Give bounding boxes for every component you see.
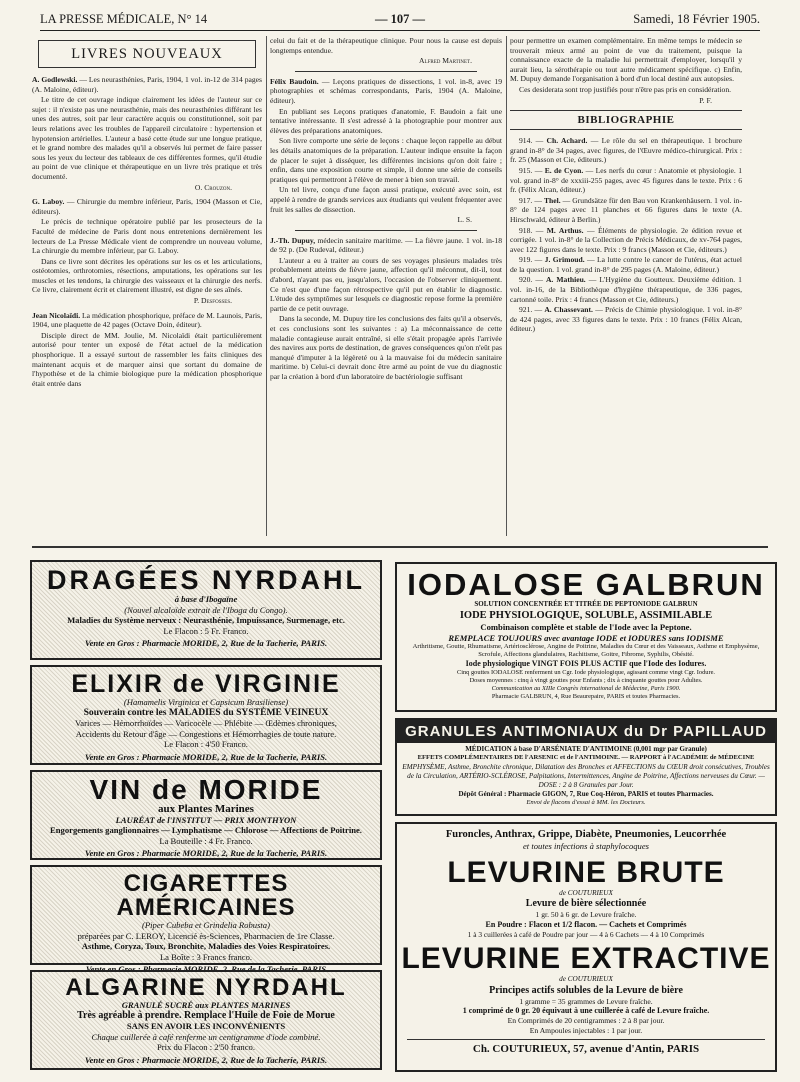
review-signature: P. Desfosses. bbox=[193, 296, 232, 306]
ad-line: La Bouteille : 4 Fr. Franco. bbox=[159, 835, 253, 846]
divider bbox=[295, 71, 477, 72]
ad-title: ALGARINE NYRDAHL bbox=[65, 974, 347, 1001]
ad-vente: Vente en Gros : Pharmacie MORIDE, 2, Rue de la Tacherie, PARIS. bbox=[84, 638, 328, 649]
review-laboy-ref bbox=[32, 197, 262, 216]
review-dupuy-ref bbox=[270, 236, 502, 255]
review-signature: L. S. bbox=[457, 215, 472, 225]
ad-line: Dépôt Général : Pharmacie GIGON, 7, Rue Coq-Héron, PARIS et toutes Pharmacies. bbox=[458, 789, 714, 798]
ad-iodalose-galbrun bbox=[395, 562, 777, 712]
continued-text: Ces desiderata sont trop justifiés pour n'être pas pris en considération. bbox=[519, 84, 732, 94]
ad-line: En Comprimés de 20 centigrammes : 2 à 8 par jour. bbox=[507, 1016, 665, 1026]
ad-line: En Poudre : Flacon et 1/2 flacon. — Cachets et Comprimés bbox=[485, 919, 687, 929]
review-author: Félix Baudoin. bbox=[270, 76, 319, 86]
entry-text: — Le rôle du sel en thérapeutique. 1 brochure grand in-8° de 34 pages, avec figures, de l'Œuvre médico-chirurgical. Prix : fr. 25 (Masson et Cie, éditeurs.) bbox=[510, 136, 742, 165]
entry-number: 915. bbox=[519, 165, 533, 175]
entry-author: A. Mathieu. bbox=[545, 275, 586, 285]
column-3 bbox=[510, 36, 742, 536]
ad-line: Combinaison complète et stable de l'Iode avec la Peptone. bbox=[480, 622, 692, 632]
ad-line: préparées par C. LEROY, Licencié ès-Sciences, Pharmacien de 1re Classe. bbox=[77, 930, 335, 941]
bibliography-entry: 920. — A. Mathieu. — L'Hygiène du Goutteux. Deuxième édition. 1 vol. in-16, de la Bibliothèque d'hygiène thérapeutique, de 336 pages, cartonné toile. Prix : 4 francs (Masson et Cie, éditeurs.) bbox=[510, 275, 742, 304]
entry-author: Ch. Achard. bbox=[546, 136, 588, 146]
ad-line: Engorgements ganglionnaires — Lymphatisme — Chlorose — Affections de Poitrine. bbox=[50, 825, 362, 836]
ad-line: Chaque cuillerée à café renferme un centigramme d'iode combiné. bbox=[91, 1031, 321, 1042]
ad-line: Le Flacon : 4'50 Franco. bbox=[164, 739, 248, 750]
ad-line: (Hamamelis Virginica et Capsicum Brasiliense) bbox=[123, 697, 289, 707]
entry-number: 919. bbox=[519, 255, 533, 265]
entry-number: 917. bbox=[519, 195, 533, 205]
ad-line: IODE PHYSIOLOGIQUE, SOLUBLE, ASSIMILABLE bbox=[459, 610, 713, 621]
review-text: Son livre comporte une série de leçons : chaque leçon rappelle au début les détails anatomiques de la préparation. L'auteur indique ensuite la façon de placer le sujet à disséquer, les différentes incisions qu'on doit faire ; enfin, dans une exposition courte et simple, il donne une série de conseils pratiques qui permettront à l'élève de mener à bien son travail. bbox=[270, 136, 502, 184]
ad-vin-moride bbox=[30, 770, 382, 860]
ad-line: La Boîte : 3 Francs franco. bbox=[159, 951, 253, 962]
ad-line: Principes actifs solubles de la Levure de bière bbox=[489, 984, 683, 996]
review-signature: P. F. bbox=[699, 95, 712, 105]
ad-line: aux Plantes Marines bbox=[158, 803, 254, 815]
journal-title: LA PRESSE MÉDICALE, N° 14 bbox=[40, 12, 208, 26]
ad-section-rule bbox=[32, 546, 768, 548]
review-text: Le titre de cet ouvrage indique clairement les idées de l'auteur sur ce sujet : il n'existe pas une neurasthénie, mais des neurasthénies différant les unes des autres, soit par leur caractère acquis ou constitutionnel, soit par leurs relations avec les troubles de l'appareil circulatoire : hypertension et hypotension artérielles. L'auteur a basé cette étude sur une longue pratique, et le grand nombre des malades qu'il a observés lui permet de faire passer sous les yeux du lecteur des tableaux de ces différentes formes, qu'il étudie au point de vue clinique et thérapeutique en un livre très pratique et très documenté. bbox=[32, 95, 262, 181]
ad-line: Levure de bière sélectionnée bbox=[525, 898, 647, 910]
bibliography-entry: 914. — Ch. Achard. — Le rôle du sel en thérapeutique. 1 brochure grand in-8° de 34 pages, avec figures, de l'Œuvre médico-chirurgical. Prix : fr. 25 (Masson et Cie, éditeurs.) bbox=[510, 136, 742, 165]
review-ref: — Chirurgie du membre inférieur, Paris, 1904 (Masson et Cie, éditeurs). bbox=[32, 197, 262, 216]
ad-line: 1 comprimé de 0 gr. 20 équivaut à une cuillerée à café de Levure fraîche. bbox=[462, 1006, 710, 1016]
review-nicolaidi-ref bbox=[32, 311, 262, 330]
page-header bbox=[40, 8, 760, 30]
ad-line: à base d'Ibogaïne bbox=[174, 594, 238, 604]
ad-line: (Piper Cubeba et Grindelia Robusta) bbox=[142, 920, 270, 930]
ad-line: REMPLACE TOUJOURS avec avantage IODE et IODURES sans IODISME bbox=[448, 632, 724, 643]
ad-title: CIGARETTES AMÉRICAINES bbox=[116, 870, 296, 921]
entry-number: 920. bbox=[519, 275, 533, 285]
review-godlewski-ref bbox=[32, 75, 262, 94]
ad-line: MÉDICATION à base D'ARSÉNIATE D'ANTIMOINE (0,001 mgr par Granule) bbox=[465, 745, 707, 753]
ad-algarine-nyrdahl bbox=[30, 970, 382, 1070]
column-rule bbox=[506, 36, 507, 536]
bibliography-entry: 917. — Thel. — Grundsätze für den Bau von Krankenhäusern. 1 vol. in-8° de 124 pages avec 11 planches et 66 figures dans le texte (A. Hirschwald, éditeur à Berlin.) bbox=[510, 195, 742, 224]
review-text: Un tel livre, conçu d'une façon aussi pratique, exécuté avec soin, est appelé à rendre de grands services aux étudiants qui veulent fréquenter avec fruit les salles de dissection. bbox=[270, 185, 502, 214]
review-signature: O. Crouzon. bbox=[194, 182, 232, 192]
ad-line: de COUTURIEUX bbox=[559, 888, 613, 897]
ad-line: (Nouvel alcaloïde extrait de l'Iboga du Congo). bbox=[124, 604, 288, 615]
section-title: LIVRES NOUVEAUX bbox=[38, 40, 256, 68]
continued-text: pour permettre un examen complémentaire. En même temps le médecin se trouverait mieux armé au point de vue du traitement, puisque la connaissance exacte de la maladie lui permettrait d'employer, lorsqu'il y aurait lieu, la sérothérapie ou tout autre médicament spécifique. c) Enfin, M. Dupuy demande l'organisation à bord d'un local destiné aux autopsies. bbox=[510, 36, 742, 84]
review-ref: — Les neurasthénies, Paris, 1904, 1 vol. in-12 de 314 pages (A. Maloine, éditeur). bbox=[32, 75, 263, 94]
ad-line: GRANULÉ SUCRÉ aux PLANTES MARINES bbox=[121, 1000, 291, 1010]
ad-title: LEVURINE EXTRACTIVE bbox=[401, 942, 771, 976]
review-text: En publiant ses Leçons pratiques d'anatomie, F. Baudoin a fait une tentative intéressante. Il s'est adressé à la photographie pour montrer aux élèves des préparations anatomiques. bbox=[270, 106, 502, 135]
ad-line: Accidents du Retour d'âge — Congestions et Hémorrhagies de toute nature. bbox=[75, 728, 337, 739]
entry-text: — Les nerfs du cœur : Anatomie et physiologie. 1 vol. grand in-8° de xxxiii-255 pages, avec 45 figures dans le texte. Prix : 6 fr. (Félix Alcan, éditeur.) bbox=[510, 165, 742, 195]
ad-levurine-couturieux bbox=[395, 822, 777, 1072]
entry-number: 918. bbox=[519, 225, 533, 235]
entry-author: E. de Cyon. bbox=[544, 165, 584, 175]
issue-date: Samedi, 18 Février 1905. bbox=[633, 12, 760, 26]
ad-line: Iode physiologique VINGT FOIS PLUS ACTIF que l'Iode des Iodures. bbox=[465, 659, 707, 669]
entry-text: — Précis de Chimie physiologique. 1 vol. in-8° de 424 pages, avec 33 figures dans le texte. Prix : 10 francs (Félix Alcan, éditeur.) bbox=[510, 305, 742, 334]
entry-text: — Éléments de physiologie. 2e édition revue et corrigée. 1 vol. in-8° de la Collection de Précis Médicaux, de xv-764 pages, avec 122 figures dans le texte. Prix : 9 francs (Masson et Cie, éditeurs.) bbox=[510, 225, 742, 254]
review-author: G. Laboy. bbox=[32, 197, 65, 207]
page-number: — 107 — bbox=[375, 12, 425, 26]
entry-number: 914. bbox=[519, 136, 533, 146]
review-author: Jean Nicolaïdi. bbox=[32, 310, 81, 320]
column-2 bbox=[270, 36, 502, 536]
column-rule bbox=[266, 36, 267, 536]
review-text: L'auteur a eu à traiter au cours de ses voyages plusieurs malades très probablement atteints de fièvre jaune, affection qu'il méconnut, dit-il, tout d'abord, n'ayant pas eu, jusqu'alors, l'occasion de l'observer cliniquement. Ce n'est que d'une façon rétrospective qu'il put en établir le diagnostic. L'étude des symptômes sur lesquels ce diagnostic repose forme la première partie de ce petit ouvrage. bbox=[270, 255, 502, 313]
ad-granules-papillaud bbox=[395, 718, 777, 816]
review-ref: La médication phosphorique, préface de M. Launois, Paris, 1904, une plaquette de 42 pages (Octave Doin, éditeur). bbox=[32, 310, 262, 330]
ad-line: Communication au XIIIe Congrès international de Médecine, Paris 1900. bbox=[491, 685, 681, 693]
header-rule bbox=[40, 30, 760, 31]
ad-line: et toutes infections à staphylocoques bbox=[522, 841, 650, 851]
ad-line: EMPHYSÈME, Asthme, Bronchite chronique, Dilatation des Bronches et AFFECTIONS du CŒUR droit consécutives, Troubles de la Circulation, ARTÉRIO-SCLÉROSE, Palpitations, Intermittences, Angine de Poitrine, Affections nerveuses du Cœur. — DOSE : 2 à 8 Granules par Jour. bbox=[402, 762, 770, 789]
column-1 bbox=[32, 36, 262, 536]
ad-line: Asthme, Coryza, Toux, Bronchite, Maladies des Voies Respiratoires. bbox=[81, 941, 331, 952]
review-signature: Alfred Martinet. bbox=[419, 56, 472, 66]
entry-text: — Grundsätze für den Bau von Krankenhäusern. 1 vol. in-8° de 124 pages avec 11 planches et 66 figures dans le texte (A. Hirschwald, éditeur à Berlin.) bbox=[510, 195, 742, 224]
review-text: Dans la seconde, M. Dupuy tire les conclusions des faits qu'il a observés, et ces conclusions sont les suivantes : a) La méconnaissance de cette maladie contagieuse aurait entraîné, si elle s'était propagée après l'arrivée des navires aux ports de destination, de graves conséquences qu'on n'eût pas manqué d'imputer à la légèreté ou à la mauvaise foi du médecin sanitaire maritime. b) Celui-ci devrait donc être armé au point de vue du diagnostic par la création à bord d'un laboratoire de bactériologie suffisant bbox=[270, 314, 502, 381]
ad-line: Envoi de flacons d'essai à MM. les Docteurs. bbox=[526, 798, 646, 806]
ad-line: Furoncles, Anthrax, Grippe, Diabète, Pneumonies, Leucorrhée bbox=[445, 829, 727, 840]
entry-author: J. Grimoud. bbox=[544, 255, 585, 265]
ad-line: EFFETS COMPLÉMENTAIRES DE l'ARSENIC et de l'ANTIMOINE. — RAPPORT à l'ACADÉMIE de MÉDECINE bbox=[417, 754, 755, 761]
entry-text: — La lutte contre le cancer de l'utérus, état actuel de la question. 1 vol. grand in-8° de 295 pages (A. Maloine, éditeur.) bbox=[510, 255, 743, 274]
ad-cigarettes-americaines bbox=[30, 865, 382, 965]
ad-line: Maladies du Système nerveux : Neurasthénie, Impuissance, Surmenage, etc. bbox=[67, 615, 345, 626]
review-baudoin-ref bbox=[270, 77, 502, 106]
ad-line: 1 gramme = 35 grammes de Levure fraîche. bbox=[519, 996, 653, 1006]
ad-line: En Ampoules injectables : 1 par jour. bbox=[529, 1025, 643, 1035]
ad-line: LAURÉAT de l'INSTITUT — PRIX MONTHYON bbox=[115, 814, 297, 825]
ad-line: Le Flacon : 5 Fr. Franco. bbox=[163, 625, 249, 636]
review-text: Dans ce livre sont décrites les opérations sur les os et les articulations, ostéotomies, orthrotomies, résections, amputations, les opérations sur les muscles et les tendons, la chirurgie des vaisseaux et la chirurgie des nerfs. Ce livre, clairement écrit et clairement illustré, est digne de ses aînés. bbox=[32, 256, 262, 295]
divider bbox=[295, 230, 477, 231]
ad-line: Cinq gouttes IODALOSE renferment un Cgr. Iode physiologique, agissant comme vingt Cgr. Iodure. bbox=[456, 669, 716, 677]
review-author: J.-Th. Dupuy, bbox=[270, 235, 316, 245]
ad-vente: Vente en Gros : Pharmacie MORIDE, 2, Rue de la Tacherie, PARIS. bbox=[84, 1054, 328, 1065]
ad-line: SOLUTION CONCENTRÉE ET TITRÉE DE PEPTONIODE GALBRUN bbox=[474, 600, 698, 608]
review-text: Disciple direct de MM. Joulie, M. Nicolaïdi était particulièrement autorisé pour tenter un exposé de l'état actuel de la médication phosphorique. Il a essayé surtout de rassembler les faits cliniques des maintenant acquis et de marquer ainsi que sortant du domaine de l'hypothèse et de la chimie biologique pure la médication phosphorique était entrée dans bbox=[32, 330, 262, 388]
review-ref: — Leçons pratiques de dissections, 1 vol. in-8, avec 19 photographies et schémas correspondants, Paris, 1904 (A. Maloine, éditeur). bbox=[270, 76, 502, 105]
ad-line: Pharmacie GALBRUN, 4, Rue Beaurepaire, PARIS et toutes Pharmacies. bbox=[491, 693, 681, 701]
bibliography-title: BIBLIOGRAPHIE bbox=[510, 110, 742, 130]
entry-number: 921. bbox=[519, 305, 533, 315]
bibliography-entry: 921. — A. Chassevant. — Précis de Chimie physiologique. 1 vol. in-8° de 424 pages, avec 33 figures dans le texte. Prix : 10 francs (Félix Alcan, éditeur.) bbox=[510, 305, 742, 334]
entry-author: Thel. bbox=[543, 195, 561, 205]
ad-title: LEVURINE BRUTE bbox=[447, 855, 725, 889]
bibliography-entry: 915. — E. de Cyon. — Les nerfs du cœur : Anatomie et physiologie. 1 vol. grand in-8° de xxxiii-255 pages, avec 45 figures dans le texte. Prix : 6 fr. (Félix Alcan, éditeur.) bbox=[510, 165, 742, 195]
entry-author: M. Arthus. bbox=[546, 225, 584, 235]
ad-title: ELIXIR de VIRGINIE bbox=[71, 670, 341, 698]
ad-line: Souverain contre les MALADIES du SYSTÈME VEINEUX bbox=[83, 706, 329, 718]
bibliography-entry: 918. — M. Arthus. — Éléments de physiologie. 2e édition revue et corrigée. 1 vol. in-8° de la Collection de Précis Médicaux, de xv-764 pages, avec 122 figures dans le texte. Prix : 9 francs (Masson et Cie, éditeurs.) bbox=[510, 225, 742, 254]
ad-line: de COUTURIEUX bbox=[559, 975, 613, 984]
ad-vente: Vente en Gros : Pharmacie MORIDE, 2, Rue de la Tacherie, PARIS. bbox=[84, 848, 328, 859]
ad-line: SANS EN AVOIR LES INCONVÉNIENTS bbox=[126, 1021, 286, 1032]
ad-title: DRAGÉES NYRDAHL bbox=[46, 565, 366, 595]
bibliography-entry: 919. — J. Grimoud. — La lutte contre le cancer de l'utérus, état actuel de la question. 1 vol. grand in-8° de 295 pages (A. Maloine, éditeur.) bbox=[510, 255, 743, 274]
ad-title: IODALOSE GALBRUN bbox=[407, 567, 765, 602]
ad-line: Prix du Flacon : 2'50 franco. bbox=[157, 1042, 255, 1053]
ad-line: Varices — Hémorrhoïdes — Varicocèle — Phlébite — Œdèmes chroniques, bbox=[75, 718, 337, 729]
ad-vente: Vente en Gros : Pharmacie MORIDE, 2, Rue de la Tacherie, PARIS. bbox=[84, 751, 328, 762]
entry-text: — L'Hygiène du Goutteux. Deuxième édition. 1 vol. in-16, de la Bibliothèque d'hygiène thérapeutique, de 336 pages, cartonné toile. Prix : 4 francs (Masson et Cie, éditeurs.) bbox=[510, 275, 742, 304]
entry-author: A. Chassevant. bbox=[544, 305, 593, 315]
review-ref: médecin sanitaire maritime. — La fièvre jaune. 1 vol. in-18 de 92 p. (De Rudeval, éditeur.) bbox=[270, 235, 503, 255]
ad-line: Très agréable à prendre. Remplace l'Huile de Foie de Morue bbox=[77, 1009, 335, 1021]
ad-address: Ch. COUTURIEUX, 57, avenue d'Antin, PARIS bbox=[407, 1039, 765, 1056]
ad-line: 1 à 3 cuillerées à café de Poudre par jour — 4 à 6 Cachets — 4 à 10 Comprimés bbox=[467, 929, 705, 939]
ad-elixir-virginie bbox=[30, 665, 382, 765]
review-author: A. Godlewski. bbox=[32, 75, 78, 84]
ad-title: VIN de MORIDE bbox=[89, 774, 323, 805]
bibliography-list bbox=[510, 136, 742, 334]
ad-line: Arthritisme, Goutte, Rhumatisme, Artériosclérose, Angine de Poitrine, Maladies du Cœur et des Vaisseaux, Asthme et Emphysème, Scrofule, Affections glandulaires, Rachitisme, Goitre, Fibrome, Syphilis, Obésité. bbox=[412, 643, 760, 659]
ad-line: 1 gr. 50 à 6 gr. de Levure fraîche. bbox=[535, 910, 637, 920]
review-text: Le précis de technique opératoire publié par les prosecteurs de la Faculté de médecine de Paris dont nous entretenions dernièrement les lecteurs de La Presse Médicale vient de comprendre un nouveau volume, La chirurgie du membre inférieur, par G. Laboy. bbox=[32, 217, 262, 256]
continued-text: celui du fait et de la thérapeutique clinique. Pour nous la cause est depuis longtemps entendue. bbox=[270, 36, 502, 55]
ad-title: GRANULES ANTIMONIAUX du Dr PAPILLAUD bbox=[397, 720, 775, 743]
ad-line: Doses moyennes : cinq à vingt gouttes pour Enfants ; dix à cinquante gouttes pour Adultes. bbox=[469, 677, 703, 685]
ad-dragees-nyrdahl bbox=[30, 560, 382, 660]
